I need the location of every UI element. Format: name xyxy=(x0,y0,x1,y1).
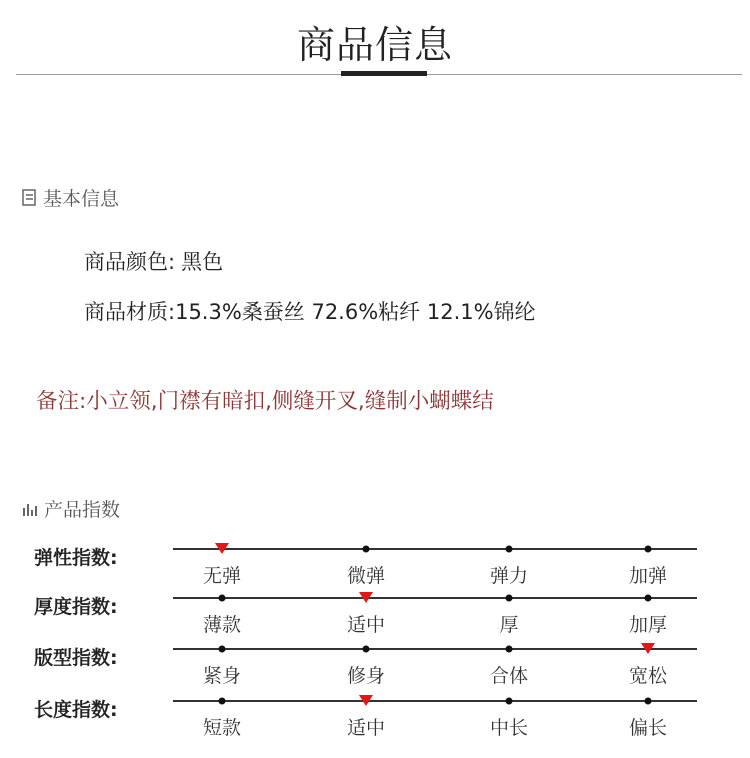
index-option-label: 微弹 xyxy=(346,565,386,587)
index-option-label: 适中 xyxy=(346,614,386,636)
index-scale-line xyxy=(173,597,697,599)
color-info xyxy=(84,246,223,276)
index-scale-line xyxy=(173,700,697,702)
material-label: 商品材质 xyxy=(84,300,168,324)
scale-dot xyxy=(506,646,513,653)
document-icon xyxy=(22,189,37,206)
index-option-label: 中长 xyxy=(489,717,529,739)
index-option-label: 薄款 xyxy=(202,614,242,636)
scale-dot xyxy=(506,698,513,705)
color-label: 商品颜色 xyxy=(84,250,168,274)
index-label: 长度指数: xyxy=(34,699,118,721)
selected-marker-icon xyxy=(359,695,373,706)
note xyxy=(36,384,494,415)
index-option-label: 偏长 xyxy=(628,717,668,739)
index-option-label: 加厚 xyxy=(628,614,668,636)
index-option-label: 修身 xyxy=(346,665,386,687)
index-option-label: 合体 xyxy=(489,665,529,687)
selected-marker-icon xyxy=(641,643,655,654)
selected-marker-icon xyxy=(215,543,229,554)
material-value: 15.3%桑蚕丝 72.6%粘纤 12.1%锦纶 xyxy=(175,300,536,324)
selected-marker-icon xyxy=(359,592,373,603)
scale-dot xyxy=(645,546,652,553)
material-separator: : xyxy=(168,300,176,324)
bar-chart-icon xyxy=(22,502,38,516)
note-text: 小立领,门襟有暗扣,侧缝开叉,缝制小蝴蝶结 xyxy=(86,389,494,414)
index-label: 弹性指数: xyxy=(34,547,118,569)
index-option-label: 紧身 xyxy=(202,665,242,687)
index-option-label: 弹力 xyxy=(489,565,529,587)
note-separator: : xyxy=(79,389,87,414)
page-title: 商品信息 xyxy=(296,23,453,67)
index-scale-line xyxy=(173,648,697,650)
basic-info-heading-text: 基本信息 xyxy=(43,188,120,210)
index-option-label: 宽松 xyxy=(628,665,668,687)
index-option-label: 厚 xyxy=(499,614,519,636)
color-value: 黑色 xyxy=(181,250,224,274)
index-option-label: 短款 xyxy=(202,717,242,739)
scale-dot xyxy=(506,546,513,553)
basic-info-heading xyxy=(22,184,119,211)
title-underline-accent xyxy=(341,71,427,76)
scale-dot xyxy=(645,698,652,705)
scale-dot xyxy=(363,546,370,553)
scale-dot xyxy=(219,698,226,705)
index-option-label: 加弹 xyxy=(628,565,668,587)
note-label: 备注 xyxy=(36,389,80,414)
index-label: 厚度指数: xyxy=(34,596,118,618)
index-scale-line xyxy=(173,548,697,550)
color-separator: : xyxy=(168,250,176,274)
index-option-label: 无弹 xyxy=(202,565,242,587)
scale-dot xyxy=(645,595,652,602)
scale-dot xyxy=(506,595,513,602)
product-index-heading-text: 产品指数 xyxy=(44,499,121,521)
scale-dot xyxy=(219,595,226,602)
scale-dot xyxy=(363,646,370,653)
scale-dot xyxy=(219,646,226,653)
material-info xyxy=(84,296,536,326)
product-index-heading xyxy=(22,495,120,522)
index-option-label: 适中 xyxy=(346,717,386,739)
index-label: 版型指数: xyxy=(34,647,118,669)
